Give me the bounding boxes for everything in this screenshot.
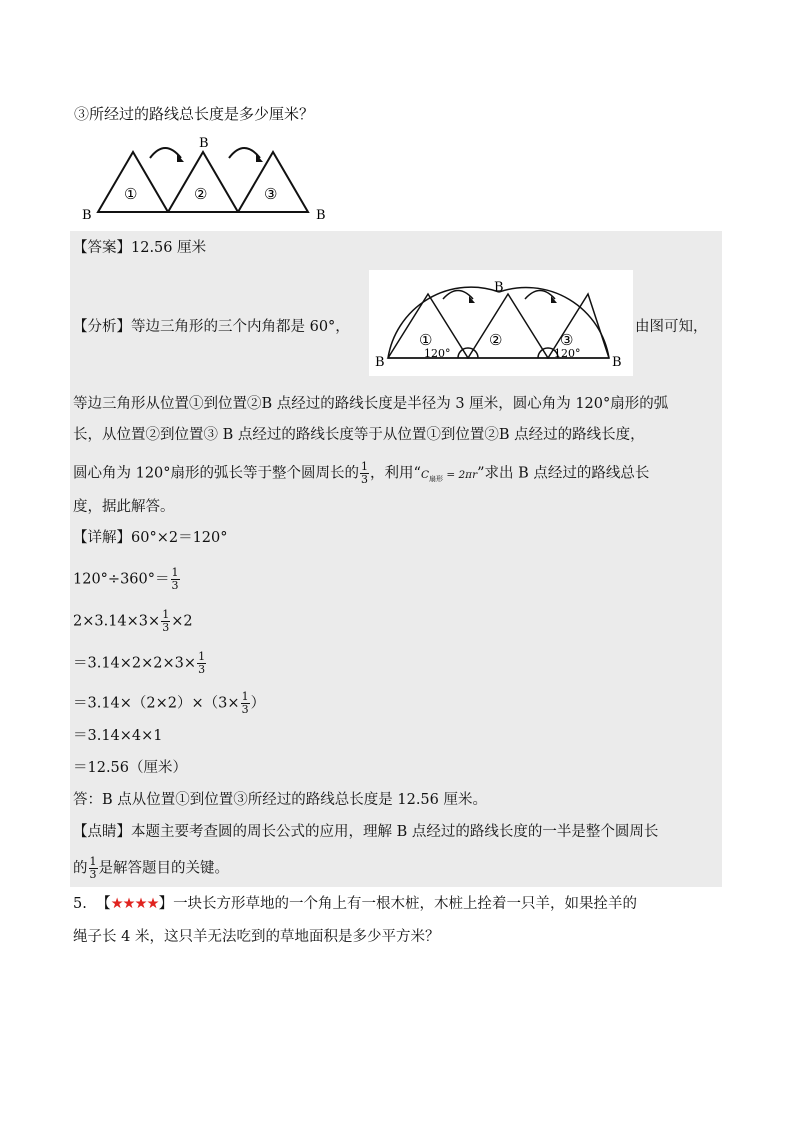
detail-conclusion: 答：B 点从位置①到位置③所经过的路线总长度是 12.56 厘米。 xyxy=(73,792,487,808)
angle-label-2: 120° xyxy=(554,347,581,360)
position-1-label: ① xyxy=(419,331,433,349)
triangle-rolling-figure xyxy=(78,132,338,224)
angle-label-1: 120° xyxy=(424,347,451,360)
vertex-label-b-right: B xyxy=(612,355,622,370)
analysis-after-figure: 由图可知， xyxy=(635,319,708,335)
analysis-line-5: 度，据此解答。 xyxy=(73,499,175,515)
fraction-one-third: $\frac{1}{3}$ xyxy=(361,460,369,486)
difficulty-stars-icon: ★★★★ xyxy=(110,896,159,912)
triangle-2 xyxy=(468,294,548,358)
comment-line-2: 的 $\frac{1}{3}$ 是解答题目的关键。 xyxy=(73,855,229,881)
analysis-text-1: 等边三角形的三个内角都是 60°， xyxy=(131,319,350,335)
rotation-arrow-2 xyxy=(229,148,260,158)
comment-tag: 【点睛】 xyxy=(73,824,131,840)
problem-5-line-2: 绳子长 4 米，这只羊无法吃到的草地面积是多少平方米？ xyxy=(73,929,440,945)
fraction-one-third: $\frac{1}{3}$ xyxy=(241,690,249,716)
detail-line-1: 【详解】60°×2＝120° xyxy=(73,530,228,546)
detail-line-5: ＝3.14×（2×2）×（3× $\frac{1}{3}$ ） xyxy=(73,690,266,716)
triangle-1 xyxy=(98,152,168,212)
analysis-line-4: 圆心角为 120°扇形的弧长等于整个圆周长的 $\frac{1}{3}$ ，利用“$C_{扇形} = 2\pi r$”求出 B 点经过的路线总长 xyxy=(73,460,650,486)
rotation-arrow-1 xyxy=(150,148,181,158)
position-2-label: ② xyxy=(489,331,503,349)
position-3-label: ③ xyxy=(560,331,574,349)
fraction-one-third: $\frac{1}{3}$ xyxy=(162,608,170,634)
arc-path-figure xyxy=(369,270,633,376)
answer-line xyxy=(73,238,206,258)
analysis-tag: 【分析】 xyxy=(73,319,131,335)
answer-tag: 【答案】 xyxy=(73,240,131,256)
detail-line-6: ＝3.14×4×1 xyxy=(73,728,163,744)
analysis-line-3: 长，从位置②到位置③ B 点经过的路线长度等于从位置①到位置②B 点经过的路线长度， xyxy=(73,427,645,443)
vertex-label-b-right: B xyxy=(316,208,326,223)
detail-line-3: 2×3.14×3× $\frac{1}{3}$ ×2 xyxy=(73,608,193,634)
sector-arc-formula: $C_{扇形} = 2\pi r$ xyxy=(420,468,478,483)
detail-line-7: ＝12.56（厘米） xyxy=(73,760,188,776)
vertex-label-b-left: B xyxy=(375,355,385,370)
position-1-label: ① xyxy=(124,185,138,203)
analysis-line-1 xyxy=(73,317,350,337)
problem-5-line-1: 5. 【★★★★】一块长方形草地的一个角上有一根木桩，木桩上拴着一只羊，如果拴羊的 xyxy=(73,896,638,912)
vertex-label-b-top: B xyxy=(199,136,209,151)
fraction-one-third: $\frac{1}{3}$ xyxy=(198,650,206,676)
analysis-line-2: 等边三角形从位置①到位置②B 点经过的路线长度是半径为 3 厘米，圆心角为 120°扇形的弧 xyxy=(73,396,669,412)
fraction-one-third: $\frac{1}{3}$ xyxy=(89,855,97,881)
detail-tag: 【详解】 xyxy=(73,530,131,546)
answer-value: 12.56 厘米 xyxy=(131,240,207,256)
position-3-label: ③ xyxy=(264,185,278,203)
question-text: ③所经过的路线总长度是多少厘米？ xyxy=(74,105,315,123)
problem-number: 5. xyxy=(73,896,87,912)
comment-line-1: 【点睛】本题主要考查圆的周长公式的应用，理解 B 点经过的路线长度的一半是整个圆周长 xyxy=(73,824,659,840)
detail-line-4: ＝3.14×2×2×3× $\frac{1}{3}$ xyxy=(73,650,206,676)
fraction-one-third: $\frac{1}{3}$ xyxy=(171,566,179,592)
position-2-label: ② xyxy=(194,185,208,203)
vertex-label-b-top: B xyxy=(494,280,504,295)
detail-line-2: 120°÷360°＝ $\frac{1}{3}$ xyxy=(73,566,179,592)
vertex-label-b-left: B xyxy=(82,208,92,223)
triangle-3 xyxy=(238,152,308,212)
